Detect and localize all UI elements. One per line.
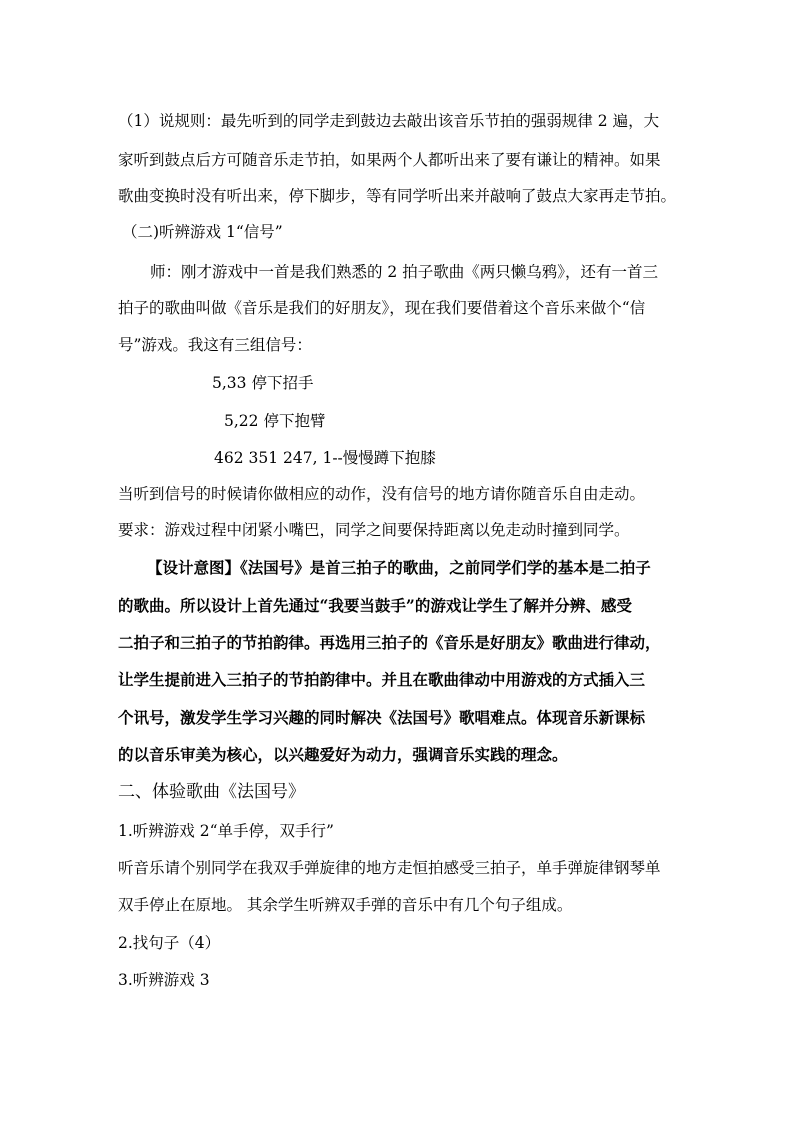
rules-line-2: 家听到鼓点后方可随音乐走节拍，如果两个人都听出来了要有谦让的精神。如果 <box>118 151 661 169</box>
section-two-item-1-line-2: 双手停止在原地。 其余学生听辨双手弹的音乐中有几个句子组成。 <box>118 896 573 914</box>
design-intent-line-1: 【设计意图】《法国号》是首三拍子的歌曲，之前同学们学的基本是二拍子 <box>147 558 651 577</box>
section-two-item-2: 2.找句子（4） <box>118 934 221 952</box>
game1-line-1: 师：刚才游戏中一首是我们熟悉的 2 拍子歌曲《两只懒乌鸦》，还有一首三 <box>150 263 658 281</box>
design-intent-line-6: 的以音乐审美为核心，以兴趣爱好为动力，强调音乐实践的理念。 <box>118 745 568 764</box>
game1-line-2: 拍子的歌曲叫做《音乐是我们的好朋友》，现在我们要借着这个音乐来做个“信 <box>118 299 646 317</box>
signal-1: 5,33 停下招手 <box>212 374 314 392</box>
game1-title: （二)听辨游戏 1“信号” <box>122 223 283 241</box>
rules-line-1: （1）说规则：最先听到的同学走到鼓边去敲出该音乐节拍的强弱规律 2 遍，大 <box>118 112 660 130</box>
design-intent-line-4: 让学生提前进入三拍子的节拍韵律中。并且在歌曲律动中用游戏的方式插入三 <box>118 670 646 689</box>
section-two-item-1-line-1: 听音乐请个别同学在我双手弹旋律的地方走恒拍感受三拍子，单手弹旋律钢琴单 <box>118 859 661 877</box>
rules-line-3: 歌曲变换时没有听出来，停下脚步，等有同学听出来并敲响了鼓点大家再走节拍。 <box>118 187 677 205</box>
section-two-heading: 二、体验歌曲《法国号》 <box>118 782 305 802</box>
section-two-item-1: 1.听辨游戏 2“单手停，双手行” <box>118 822 334 840</box>
section-two-item-3: 3.听辨游戏 3 <box>118 971 210 989</box>
signal-3: 462 351 247, 1--慢慢蹲下抱膝 <box>214 449 436 467</box>
instruction-line-2: 要求：游戏过程中闭紧小嘴巴，同学之间要保持距离以免走动时撞到同学。 <box>118 521 630 539</box>
design-intent-line-5: 个讯号，激发学生学习兴趣的同时解决《法国号》歌唱难点。体现音乐新课标 <box>118 708 646 727</box>
design-intent-line-3: 二拍子和三拍子的节拍韵律。再选用三拍子的《音乐是好朋友》歌曲进行律动， <box>118 633 661 652</box>
game1-line-3: 号”游戏。我这有三组信号： <box>118 336 312 354</box>
signal-2: 5,22 停下抱臂 <box>224 412 326 430</box>
design-intent-line-2: 的歌曲。所以设计上首先通过“我要当鼓手”的游戏让学生了解并分辨、感受 <box>118 596 632 615</box>
instruction-line-1: 当听到信号的时候请你做相应的动作，没有信号的地方请你随音乐自由走动。 <box>118 485 646 503</box>
